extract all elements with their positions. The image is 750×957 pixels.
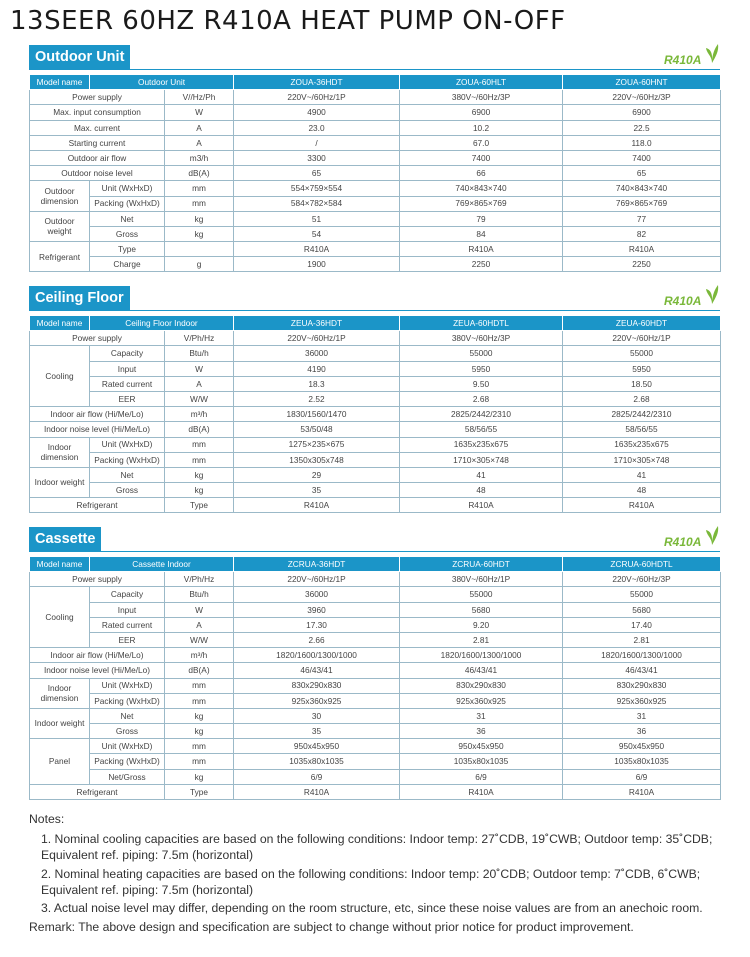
cell-value: 1035x80x1035 bbox=[400, 754, 563, 769]
row-unit: dB(A) bbox=[165, 422, 234, 437]
row-label: Net bbox=[90, 708, 165, 723]
cell-value: 41 bbox=[400, 467, 563, 482]
header-group: Ceiling Floor Indoor bbox=[90, 316, 234, 331]
table-header-row bbox=[30, 557, 721, 572]
cell-value: 950x45x950 bbox=[563, 739, 721, 754]
cell-value: 830x290x830 bbox=[234, 678, 400, 693]
row-unit: A bbox=[165, 135, 234, 150]
cell-value: 2.81 bbox=[400, 632, 563, 647]
cell-value: 925x360x925 bbox=[400, 693, 563, 708]
table-header-row bbox=[30, 75, 721, 90]
r410a-badge bbox=[664, 42, 720, 70]
header-model-3: ZEUA-60HDT bbox=[563, 316, 721, 331]
leaf-icon bbox=[704, 524, 720, 546]
cell-value: 1820/1600/1300/1000 bbox=[563, 648, 721, 663]
table-row bbox=[30, 166, 721, 181]
row-label: Packing (WxHxD) bbox=[90, 452, 165, 467]
cell-value: 1635x235x675 bbox=[563, 437, 721, 452]
row-label: Max. input consumption bbox=[30, 105, 165, 120]
page-title: 13SEER 60HZ R410A HEAT PUMP ON-OFF bbox=[10, 6, 566, 36]
cell-value: 22.5 bbox=[563, 120, 721, 135]
table-header-row bbox=[30, 316, 721, 331]
header-model-name: Model name bbox=[30, 557, 90, 572]
table-row bbox=[30, 90, 721, 105]
table-row bbox=[30, 602, 721, 617]
table-row bbox=[30, 422, 721, 437]
cell-value: 2.68 bbox=[563, 391, 721, 406]
header-model-2: ZCRUA-60HDT bbox=[400, 557, 563, 572]
badge-text: R410A bbox=[664, 535, 702, 549]
note-item: 3. Actual noise level may differ, depending on the room structure, etc, since these noise values are from an anechoic room. bbox=[41, 901, 703, 916]
table-row bbox=[30, 211, 721, 226]
note-item: 2. Nominal heating capacities are based on the following conditions: Indoor temp: 20˚CDB; Outdoor temp: 7˚CDB, 6˚CWB; Equivalent ref. piping: 7.5m (horizontal) bbox=[41, 866, 701, 897]
cell-value: 220V~/60Hz/1P bbox=[234, 331, 400, 346]
row-label: Indoor air flow (Hi/Me/Lo) bbox=[30, 648, 165, 663]
table-row bbox=[30, 361, 721, 376]
cell-value: 9.20 bbox=[400, 617, 563, 632]
row-unit: mm bbox=[165, 452, 234, 467]
cell-value: 2.52 bbox=[234, 391, 400, 406]
table-row bbox=[30, 467, 721, 482]
cell-value: 769×865×769 bbox=[563, 196, 721, 211]
cell-value: 55000 bbox=[400, 587, 563, 602]
cell-value: 58/56/55 bbox=[563, 422, 721, 437]
row-unit: Btu/h bbox=[165, 587, 234, 602]
ceiling-floor-spec-table bbox=[29, 315, 721, 513]
cell-value: 1275×235×675 bbox=[234, 437, 400, 452]
row-unit: kg bbox=[165, 467, 234, 482]
table-row bbox=[30, 331, 721, 346]
row-group-label: Cooling bbox=[30, 587, 90, 648]
table-row bbox=[30, 572, 721, 587]
table-row bbox=[30, 391, 721, 406]
leaf-icon bbox=[704, 42, 720, 64]
cell-value: 3960 bbox=[234, 602, 400, 617]
cell-value: 6900 bbox=[400, 105, 563, 120]
cell-value: 10.2 bbox=[400, 120, 563, 135]
cell-value: 7400 bbox=[400, 150, 563, 165]
cell-value: 1710×305×748 bbox=[563, 452, 721, 467]
cell-value: 36 bbox=[563, 724, 721, 739]
section-title-ceiling-floor: Ceiling Floor bbox=[29, 286, 130, 310]
cell-value: 2825/2442/2310 bbox=[563, 407, 721, 422]
cell-value: 380V~/60Hz/3P bbox=[400, 90, 563, 105]
cell-value: 46/43/41 bbox=[234, 663, 400, 678]
table-row bbox=[30, 150, 721, 165]
cell-value: 4900 bbox=[234, 105, 400, 120]
note-item: 1. Nominal cooling capacities are based on the following conditions: Indoor temp: 27˚CDB, 19˚CWB; Outdoor temp: 35˚CDB; Equivalent ref. piping: 7.5m (horizontal) bbox=[41, 832, 713, 862]
cell-value: 2.81 bbox=[563, 632, 721, 647]
table-row bbox=[30, 708, 721, 723]
row-label: Indoor noise level (Hi/Me/Lo) bbox=[30, 422, 165, 437]
cell-value: 830x290x830 bbox=[563, 678, 721, 693]
cell-value: R410A bbox=[234, 498, 400, 513]
table-row bbox=[30, 483, 721, 498]
cell-value: 82 bbox=[563, 226, 721, 241]
cell-value: 55000 bbox=[563, 346, 721, 361]
cell-value: 1820/1600/1300/1000 bbox=[400, 648, 563, 663]
table-row bbox=[30, 437, 721, 452]
row-unit: A bbox=[165, 376, 234, 391]
cell-value: 1710×305×748 bbox=[400, 452, 563, 467]
cell-value: 18.3 bbox=[234, 376, 400, 391]
row-label: Capacity bbox=[90, 346, 165, 361]
cell-value: 55000 bbox=[563, 587, 721, 602]
cell-value: R410A bbox=[400, 784, 563, 799]
table-row bbox=[30, 376, 721, 391]
cell-value: 35 bbox=[234, 483, 400, 498]
row-label: Refrigerant bbox=[30, 784, 165, 799]
cell-value: 925x360x925 bbox=[563, 693, 721, 708]
cell-value: 9.50 bbox=[400, 376, 563, 391]
cell-value: 58/56/55 bbox=[400, 422, 563, 437]
row-label: Starting current bbox=[30, 135, 165, 150]
row-unit: A bbox=[165, 120, 234, 135]
row-unit: g bbox=[165, 257, 234, 272]
row-unit: W bbox=[165, 361, 234, 376]
cell-value: 554×759×554 bbox=[234, 181, 400, 196]
cell-value: 5680 bbox=[400, 602, 563, 617]
cell-value: 3300 bbox=[234, 150, 400, 165]
cell-value: R410A bbox=[563, 784, 721, 799]
row-label: Outdoor air flow bbox=[30, 150, 165, 165]
row-unit: V//Hz/Ph bbox=[165, 90, 234, 105]
cell-value: 830x290x830 bbox=[400, 678, 563, 693]
cell-value: 769×865×769 bbox=[400, 196, 563, 211]
cell-value: R410A bbox=[400, 498, 563, 513]
cell-value: 31 bbox=[400, 708, 563, 723]
row-label: Rated current bbox=[90, 376, 165, 391]
row-label: Charge bbox=[90, 257, 165, 272]
row-label: Outdoor noise level bbox=[30, 166, 165, 181]
row-group-label: Cooling bbox=[30, 346, 90, 407]
cell-value: 55000 bbox=[400, 346, 563, 361]
table-row bbox=[30, 407, 721, 422]
row-unit: Btu/h bbox=[165, 346, 234, 361]
cell-value: 1035x80x1035 bbox=[563, 754, 721, 769]
row-unit bbox=[165, 242, 234, 257]
cell-value: R410A bbox=[400, 242, 563, 257]
row-label: Power supply bbox=[30, 572, 165, 587]
table-row bbox=[30, 452, 721, 467]
remark: Remark: The above design and specification are subject to change without prior notice for product improvement. bbox=[29, 920, 634, 935]
table-row bbox=[30, 648, 721, 663]
row-label: Indoor air flow (Hi/Me/Lo) bbox=[30, 407, 165, 422]
row-label: Max. current bbox=[30, 120, 165, 135]
cell-value: 2250 bbox=[563, 257, 721, 272]
row-unit: dB(A) bbox=[165, 663, 234, 678]
row-label: Gross bbox=[90, 483, 165, 498]
notes-heading: Notes: bbox=[29, 812, 65, 826]
row-label: Net bbox=[90, 467, 165, 482]
cell-value: 17.30 bbox=[234, 617, 400, 632]
cell-value: 18.50 bbox=[563, 376, 721, 391]
row-unit: W/W bbox=[165, 391, 234, 406]
row-unit: mm bbox=[165, 754, 234, 769]
row-unit: m³/h bbox=[165, 648, 234, 663]
table-row bbox=[30, 587, 721, 602]
section-divider bbox=[29, 551, 720, 552]
cell-value: 31 bbox=[563, 708, 721, 723]
row-unit: Type bbox=[165, 498, 234, 513]
row-group-label: Indoor dimension bbox=[30, 437, 90, 467]
row-label: Indoor noise level (Hi/Me/Lo) bbox=[30, 663, 165, 678]
cell-value: 4190 bbox=[234, 361, 400, 376]
table-row bbox=[30, 498, 721, 513]
header-model-1: ZOUA-36HDT bbox=[234, 75, 400, 90]
row-group-label: Indoor dimension bbox=[30, 678, 90, 708]
cell-value: 48 bbox=[563, 483, 721, 498]
badge-text: R410A bbox=[664, 53, 702, 67]
table-row bbox=[30, 196, 721, 211]
row-label: Power supply bbox=[30, 90, 165, 105]
row-label: EER bbox=[90, 632, 165, 647]
table-row bbox=[30, 617, 721, 632]
header-model-3: ZCRUA-60HDTL bbox=[563, 557, 721, 572]
cell-value: 67.0 bbox=[400, 135, 563, 150]
row-unit: m³/h bbox=[165, 407, 234, 422]
cell-value: 36000 bbox=[234, 587, 400, 602]
row-unit: Type bbox=[165, 784, 234, 799]
notes-section bbox=[29, 812, 729, 936]
row-label: Input bbox=[90, 602, 165, 617]
row-label: Unit (WxHxD) bbox=[90, 437, 165, 452]
row-unit: kg bbox=[165, 483, 234, 498]
table-row bbox=[30, 769, 721, 784]
cell-value: R410A bbox=[234, 784, 400, 799]
header-model-1: ZCRUA-36HDT bbox=[234, 557, 400, 572]
cell-value: 2.66 bbox=[234, 632, 400, 647]
row-unit: kg bbox=[165, 211, 234, 226]
header-model-2: ZOUA-60HLT bbox=[400, 75, 563, 90]
row-label: Input bbox=[90, 361, 165, 376]
cell-value: 220V~/60Hz/3P bbox=[563, 572, 721, 587]
row-label: Unit (WxHxD) bbox=[90, 739, 165, 754]
cell-value: 6900 bbox=[563, 105, 721, 120]
row-unit: kg bbox=[165, 769, 234, 784]
cell-value: 51 bbox=[234, 211, 400, 226]
header-model-name: Model name bbox=[30, 316, 90, 331]
row-label: Refrigerant bbox=[30, 498, 165, 513]
table-row bbox=[30, 693, 721, 708]
table-row bbox=[30, 346, 721, 361]
cell-value: / bbox=[234, 135, 400, 150]
row-unit: mm bbox=[165, 196, 234, 211]
cell-value: 65 bbox=[563, 166, 721, 181]
row-unit: m3/h bbox=[165, 150, 234, 165]
table-row bbox=[30, 632, 721, 647]
cell-value: 380V~/60Hz/1P bbox=[400, 572, 563, 587]
row-unit: mm bbox=[165, 437, 234, 452]
table-row bbox=[30, 120, 721, 135]
table-row bbox=[30, 724, 721, 739]
cell-value: R410A bbox=[563, 242, 721, 257]
cell-value: 48 bbox=[400, 483, 563, 498]
row-label: Gross bbox=[90, 724, 165, 739]
row-unit: mm bbox=[165, 678, 234, 693]
cell-value: 54 bbox=[234, 226, 400, 241]
header-model-3: ZOUA-60HNT bbox=[563, 75, 721, 90]
table-row bbox=[30, 754, 721, 769]
table-row bbox=[30, 739, 721, 754]
row-unit: kg bbox=[165, 724, 234, 739]
row-group-label: Panel bbox=[30, 739, 90, 785]
outdoor-spec-table bbox=[29, 74, 721, 272]
cell-value: 950x45x950 bbox=[234, 739, 400, 754]
cell-value: 29 bbox=[234, 467, 400, 482]
row-unit: W bbox=[165, 602, 234, 617]
cell-value: 79 bbox=[400, 211, 563, 226]
table-row bbox=[30, 181, 721, 196]
cell-value: 46/43/41 bbox=[563, 663, 721, 678]
row-group-label: Outdoor weight bbox=[30, 211, 90, 241]
r410a-badge bbox=[664, 524, 720, 552]
cell-value: 1900 bbox=[234, 257, 400, 272]
row-unit: V/Ph/Hz bbox=[165, 331, 234, 346]
cell-value: 36000 bbox=[234, 346, 400, 361]
badge-text: R410A bbox=[664, 294, 702, 308]
cell-value: 584×782×584 bbox=[234, 196, 400, 211]
table-row bbox=[30, 242, 721, 257]
cell-value: 925x360x925 bbox=[234, 693, 400, 708]
row-label: Capacity bbox=[90, 587, 165, 602]
cell-value: 77 bbox=[563, 211, 721, 226]
cell-value: 6/9 bbox=[234, 769, 400, 784]
section-divider bbox=[29, 69, 720, 70]
row-label: Power supply bbox=[30, 331, 165, 346]
table-row bbox=[30, 226, 721, 241]
cell-value: 35 bbox=[234, 724, 400, 739]
row-label: EER bbox=[90, 391, 165, 406]
cell-value: 1820/1600/1300/1000 bbox=[234, 648, 400, 663]
cell-value: 2825/2442/2310 bbox=[400, 407, 563, 422]
header-model-1: ZEUA-36HDT bbox=[234, 316, 400, 331]
row-group-label: Outdoor dimension bbox=[30, 181, 90, 211]
leaf-icon bbox=[704, 283, 720, 305]
row-label: Type bbox=[90, 242, 165, 257]
row-label: Net/Gross bbox=[90, 769, 165, 784]
cell-value: 5950 bbox=[400, 361, 563, 376]
header-model-2: ZEUA-60HDTL bbox=[400, 316, 563, 331]
cell-value: 17.40 bbox=[563, 617, 721, 632]
cell-value: 41 bbox=[563, 467, 721, 482]
cell-value: 2250 bbox=[400, 257, 563, 272]
row-unit: W bbox=[165, 105, 234, 120]
row-group-label: Refrigerant bbox=[30, 242, 90, 272]
cell-value: 5950 bbox=[563, 361, 721, 376]
cell-value: 46/43/41 bbox=[400, 663, 563, 678]
cell-value: 53/50/48 bbox=[234, 422, 400, 437]
row-unit: A bbox=[165, 617, 234, 632]
cell-value: 6/9 bbox=[400, 769, 563, 784]
row-unit: mm bbox=[165, 739, 234, 754]
cell-value: 740×843×740 bbox=[563, 181, 721, 196]
cell-value: 23.0 bbox=[234, 120, 400, 135]
cell-value: 220V~/60Hz/1P bbox=[234, 572, 400, 587]
row-group-label: Indoor weight bbox=[30, 708, 90, 738]
cell-value: 118.0 bbox=[563, 135, 721, 150]
table-row bbox=[30, 135, 721, 150]
row-label: Net bbox=[90, 211, 165, 226]
header-group: Outdoor Unit bbox=[90, 75, 234, 90]
cell-value: 1350x305x748 bbox=[234, 452, 400, 467]
cell-value: R410A bbox=[234, 242, 400, 257]
header-group: Cassette Indoor bbox=[90, 557, 234, 572]
row-unit: V/Ph/Hz bbox=[165, 572, 234, 587]
table-row bbox=[30, 105, 721, 120]
cell-value: 65 bbox=[234, 166, 400, 181]
row-unit: W/W bbox=[165, 632, 234, 647]
cell-value: 1830/1560/1470 bbox=[234, 407, 400, 422]
table-row bbox=[30, 257, 721, 272]
table-row bbox=[30, 663, 721, 678]
cell-value: 2.68 bbox=[400, 391, 563, 406]
row-label: Unit (WxHxD) bbox=[90, 678, 165, 693]
cell-value: 1635x235x675 bbox=[400, 437, 563, 452]
row-unit: kg bbox=[165, 226, 234, 241]
row-label: Rated current bbox=[90, 617, 165, 632]
cell-value: 220V~/60Hz/1P bbox=[234, 90, 400, 105]
row-label: Packing (WxHxD) bbox=[90, 196, 165, 211]
cassette-spec-table bbox=[29, 556, 721, 800]
row-label: Packing (WxHxD) bbox=[90, 754, 165, 769]
cell-value: 740×843×740 bbox=[400, 181, 563, 196]
r410a-badge bbox=[664, 283, 720, 311]
cell-value: 36 bbox=[400, 724, 563, 739]
row-unit: mm bbox=[165, 181, 234, 196]
cell-value: 7400 bbox=[563, 150, 721, 165]
section-title-outdoor: Outdoor Unit bbox=[29, 45, 130, 69]
table-row bbox=[30, 784, 721, 799]
row-unit: dB(A) bbox=[165, 166, 234, 181]
row-unit: mm bbox=[165, 693, 234, 708]
table-row bbox=[30, 678, 721, 693]
cell-value: 380V~/60Hz/3P bbox=[400, 331, 563, 346]
cell-value: 5680 bbox=[563, 602, 721, 617]
row-label: Packing (WxHxD) bbox=[90, 693, 165, 708]
row-unit: kg bbox=[165, 708, 234, 723]
cell-value: 30 bbox=[234, 708, 400, 723]
cell-value: 950x45x950 bbox=[400, 739, 563, 754]
cell-value: 1035x80x1035 bbox=[234, 754, 400, 769]
cell-value: 84 bbox=[400, 226, 563, 241]
header-model-name: Model name bbox=[30, 75, 90, 90]
cell-value: 220V~/60Hz/1P bbox=[563, 331, 721, 346]
section-title-cassette: Cassette bbox=[29, 527, 101, 551]
cell-value: R410A bbox=[563, 498, 721, 513]
row-group-label: Indoor weight bbox=[30, 467, 90, 497]
section-divider bbox=[29, 310, 720, 311]
row-label: Unit (WxHxD) bbox=[90, 181, 165, 196]
cell-value: 66 bbox=[400, 166, 563, 181]
cell-value: 6/9 bbox=[563, 769, 721, 784]
row-label: Gross bbox=[90, 226, 165, 241]
cell-value: 220V~/60Hz/3P bbox=[563, 90, 721, 105]
